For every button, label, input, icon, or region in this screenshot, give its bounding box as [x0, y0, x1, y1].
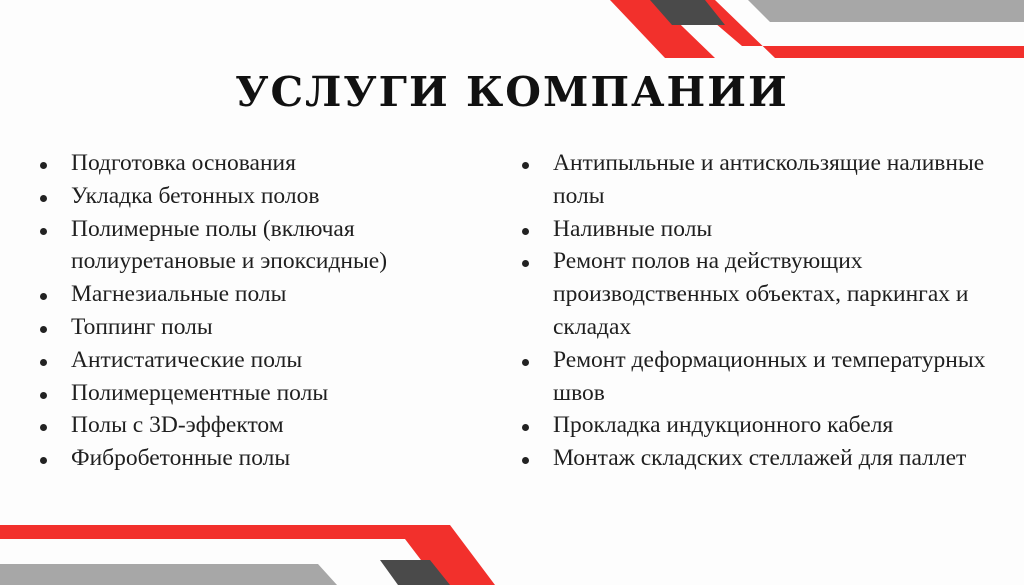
- list-item: Полы с 3D-эффектом: [38, 409, 478, 442]
- list-item: Монтаж складских стеллажей для паллет: [520, 442, 1000, 475]
- list-item: Подготовка основания: [38, 147, 478, 180]
- top-gray-stripe: [748, 0, 1024, 22]
- page-title: УСЛУГИ КОМПАНИИ: [235, 68, 789, 116]
- bottom-gray-stripe: [0, 564, 337, 585]
- list-item: Антистатические полы: [38, 344, 478, 377]
- list-item: Укладка бетонных полов: [38, 180, 478, 213]
- services-list-left: [38, 147, 478, 475]
- list-item: Полимерцементные полы: [38, 377, 478, 410]
- list-item: Магнезиальные полы: [38, 278, 478, 311]
- services-list-right: [520, 147, 1000, 475]
- list-item: Полимерные полы (включая полиуретановые и эпоксидные): [38, 213, 478, 279]
- list-item: Прокладка индукционного кабеля: [520, 409, 1000, 442]
- list-item: Топпинг полы: [38, 311, 478, 344]
- list-item: Наливные полы: [520, 213, 1000, 246]
- list-item: Ремонт полов на действующих производственных объектах, паркингах и складах: [520, 245, 1000, 343]
- list-item: Антипыльные и антискользящие наливные полы: [520, 147, 1000, 213]
- list-item: Фибробетонные полы: [38, 442, 478, 475]
- list-item: Ремонт деформационных и температурных швов: [520, 344, 1000, 410]
